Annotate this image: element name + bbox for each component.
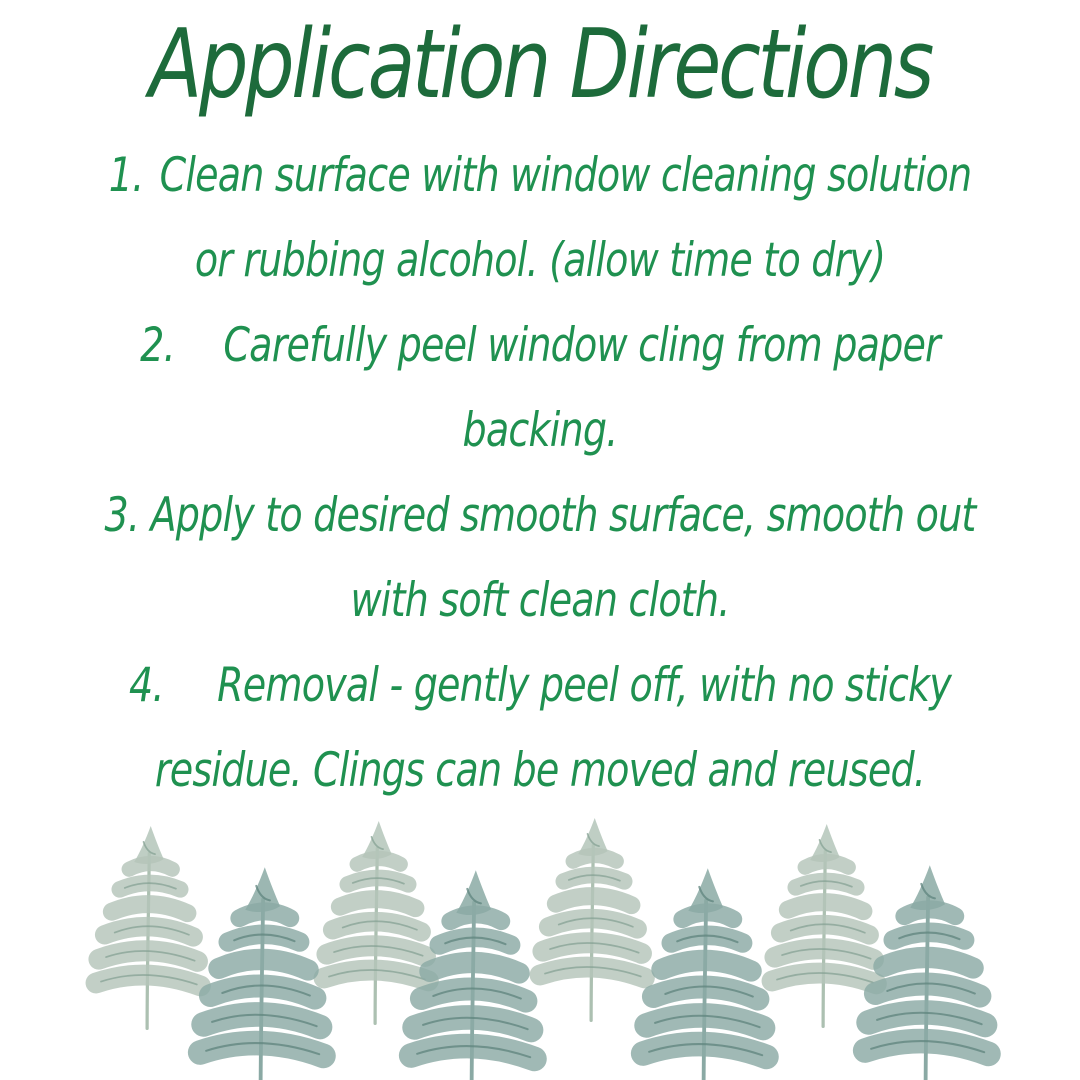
step-text: Carefully peel window cling from paper bbox=[223, 317, 940, 373]
step-line bbox=[103, 303, 978, 388]
page-title: Application Directions bbox=[148, 10, 932, 120]
step-line bbox=[103, 473, 978, 558]
step-number: 2. bbox=[140, 317, 175, 373]
pine-tree-icon bbox=[643, 868, 766, 1080]
step-line: or rubbing alcohol. (allow time to dry) bbox=[194, 232, 886, 288]
step-text: Apply to desired smooth surface, smooth out bbox=[150, 487, 976, 543]
step-number: 1. bbox=[108, 147, 144, 203]
step-line: backing. bbox=[462, 402, 618, 458]
direction-step-2 bbox=[103, 303, 978, 473]
pine-tree-icon bbox=[96, 826, 200, 1028]
tree-row-decoration bbox=[0, 808, 1080, 1080]
step-number: 4. bbox=[129, 657, 164, 713]
watercolor-pines-graphic bbox=[0, 808, 1080, 1080]
step-line: residue. Clings can be moved and reused. bbox=[154, 742, 926, 798]
pine-tree-icon bbox=[540, 818, 644, 1020]
pine-tree-icon bbox=[865, 865, 988, 1080]
directions-list bbox=[103, 133, 978, 813]
step-line bbox=[103, 133, 978, 218]
step-line: with soft clean cloth. bbox=[350, 572, 730, 628]
step-text: Removal - gently peel off, with no sticky bbox=[217, 657, 951, 713]
step-line bbox=[103, 643, 978, 728]
pine-tree-icon bbox=[200, 867, 323, 1080]
step-text: Clean surface with window cleaning solution bbox=[159, 147, 972, 203]
step-number: 3. bbox=[104, 487, 140, 543]
pine-tree-icon bbox=[411, 870, 534, 1080]
direction-step-3 bbox=[103, 473, 978, 643]
pine-tree-icon bbox=[772, 824, 876, 1026]
direction-step-4 bbox=[103, 643, 978, 813]
direction-step-1 bbox=[103, 133, 978, 303]
